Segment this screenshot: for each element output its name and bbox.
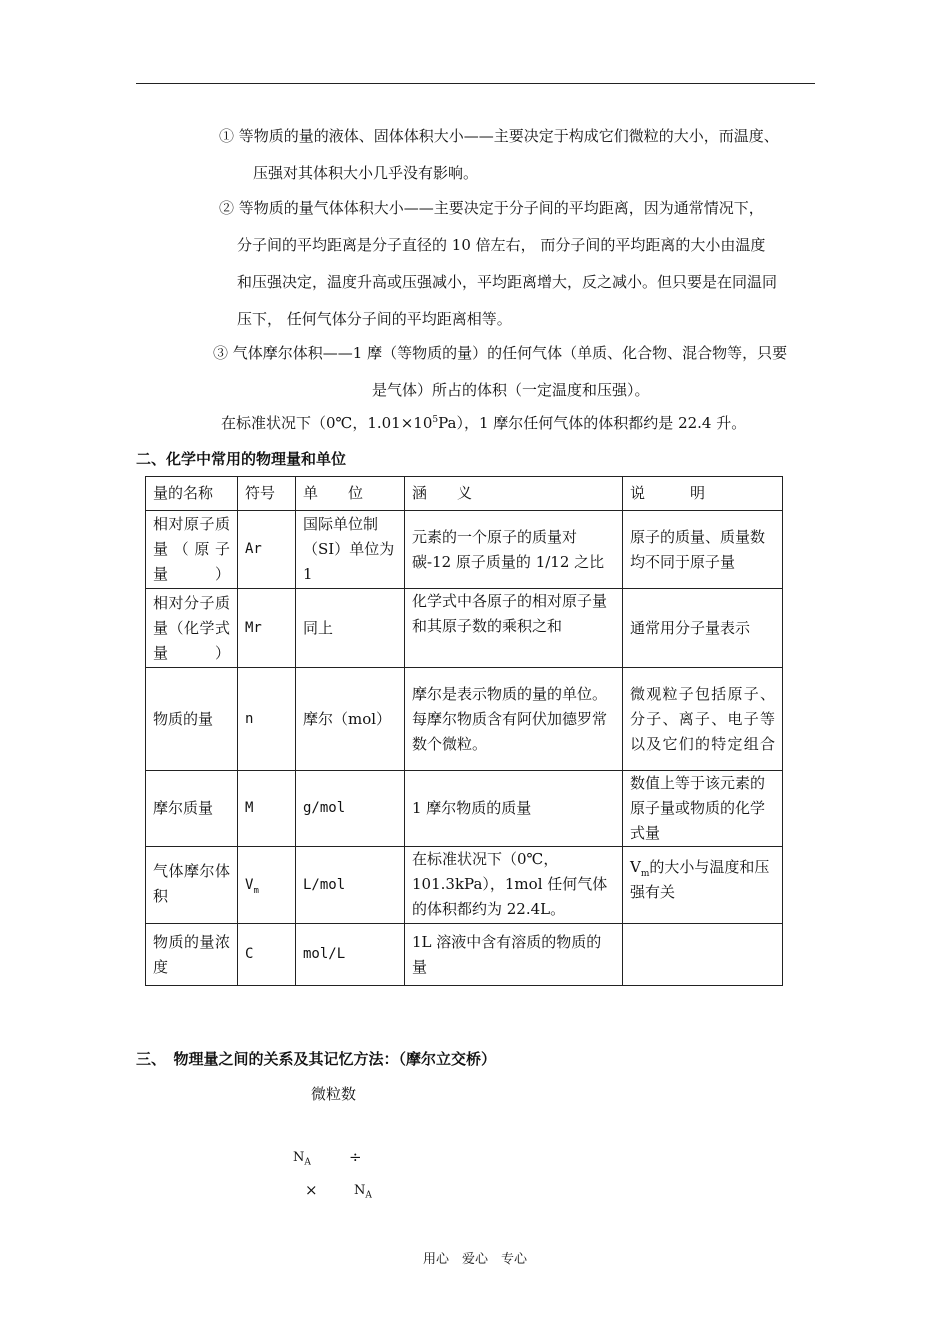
table-row (146, 668, 783, 771)
header-unit: 单 位 (296, 477, 405, 511)
cell-note (623, 847, 783, 924)
point-2-line-2: 分子间的平均距离是分子直径的 10 倍左右， 而分子间的平均距离的大小由温度 (237, 236, 766, 254)
na-left-sub: A (304, 1157, 311, 1168)
cell-unit: 摩尔（mol） (296, 668, 405, 771)
section-3-title: 三、 物理量之间的关系及其记忆方法：（摩尔立交桥） (136, 1050, 497, 1068)
cell-unit: mol/L (296, 924, 405, 986)
cell-symbol: M (238, 771, 296, 847)
point-2-line-4: 压下， 任何气体分子间的平均距离相等。 (237, 310, 512, 328)
cell-meaning: 化学式中各原子的相对原子量和其原子数的乘积之和 (405, 589, 623, 668)
table-header-row (146, 477, 783, 511)
na-right-sub: A (365, 1190, 372, 1201)
cell-note: 原子的质量、质量数均不同于原子量 (623, 511, 783, 589)
cell-symbol (238, 847, 296, 924)
std-text-b: Pa），1 摩尔任何气体的体积都约是 22.4 升。 (438, 414, 747, 432)
diagram-na-right (354, 1183, 372, 1201)
diagram-na-left (293, 1150, 311, 1168)
cell-name: 相对原子质量（原子量） (146, 511, 238, 589)
times-sign: × (305, 1181, 318, 1199)
cell-meaning: 在标准状况下（0℃，101.3kPa），1mol 任何气体的体积都约为 22.4L。 (405, 847, 623, 924)
cell-unit: L/mol (296, 847, 405, 924)
cell-symbol: Mr (238, 589, 296, 668)
cell-symbol: Ar (238, 511, 296, 589)
cell-name: 物质的量 (146, 668, 238, 771)
divide-sign: ÷ (349, 1148, 362, 1166)
cell-meaning: 1L 溶液中含有溶质的物质的量 (405, 924, 623, 986)
std-text-a: 在标准状况下（0℃，1.01×10 (221, 414, 433, 432)
cell-note: 微观粒子包括原子、分子、离子、电子等以及它们的特定组合 (623, 668, 783, 771)
table-row (146, 589, 783, 668)
na-right-n: N (354, 1183, 366, 1198)
header-symbol: 符号 (238, 477, 296, 511)
std-exponent: 5 (432, 415, 439, 425)
cell-unit: 国际单位制（SI）单位为 1 (296, 511, 405, 589)
point-1-line-2: 压强对其体积大小几乎没有影响。 (253, 164, 479, 182)
standard-conditions-line (221, 413, 746, 433)
header-rule (136, 83, 815, 84)
header-name: 量的名称 (146, 477, 238, 511)
point-2-line-3: 和压强决定，温度升高或压强减小，平均距离增大，反之减小。但只要是在同温同 (237, 273, 778, 291)
diagram-particles-label: 微粒数 (311, 1085, 357, 1103)
na-left-n: N (293, 1150, 305, 1165)
point-3-line-1: ③ 气体摩尔体积——1 摩（等物质的量）的任何气体（单质、化合物、混合物等，只要 (213, 344, 788, 362)
point-2-line-1: ② 等物质的量气体体积大小——主要决定于分子间的平均距离，因为通常情况下， (219, 199, 764, 217)
section-2-title: 二、化学中常用的物理量和单位 (136, 450, 347, 468)
table-row (146, 924, 783, 986)
table-row (146, 511, 783, 589)
quantities-table (145, 476, 783, 986)
cell-note: 通常用分子量表示 (623, 589, 783, 668)
table-row (146, 847, 783, 924)
header-note: 说 明 (623, 477, 783, 511)
header-meaning: 涵 义 (405, 477, 623, 511)
point-1-line-1: ① 等物质的量的液体、固体体积大小——主要决定于构成它们微粒的大小，而温度、 (219, 127, 779, 145)
symbol-v: V (245, 876, 254, 893)
symbol-sub-m: m (253, 885, 259, 896)
cell-note: 数值上等于该元素的原子量或物质的化学式量 (623, 771, 783, 847)
cell-unit: g/mol (296, 771, 405, 847)
cell-unit: 同上 (296, 589, 405, 668)
cell-symbol: C (238, 924, 296, 986)
note-text: 的大小与温度和压强有关 (630, 858, 770, 901)
cell-meaning: 元素的一个原子的质量对碳-12 原子质量的 1/12 之比 (405, 511, 623, 589)
note-symbol-v: V (630, 858, 641, 876)
cell-name: 摩尔质量 (146, 771, 238, 847)
cell-name: 相对分子质量（化学式量） (146, 589, 238, 668)
cell-name: 气体摩尔体积 (146, 847, 238, 924)
cell-meaning: 摩尔是表示物质的量的单位。每摩尔物质含有阿伏加德罗常数个微粒。 (405, 668, 623, 771)
note-symbol-sub-m: m (640, 869, 650, 879)
cell-note (623, 924, 783, 986)
cell-symbol: n (238, 668, 296, 771)
table-row (146, 771, 783, 847)
cell-meaning: 1 摩尔物质的质量 (405, 771, 623, 847)
page-footer: 用心 爱心 专心 (422, 1252, 527, 1267)
cell-name: 物质的量浓度 (146, 924, 238, 986)
point-3-line-2: 是气体）所占的体积（一定温度和压强）。 (372, 381, 650, 399)
